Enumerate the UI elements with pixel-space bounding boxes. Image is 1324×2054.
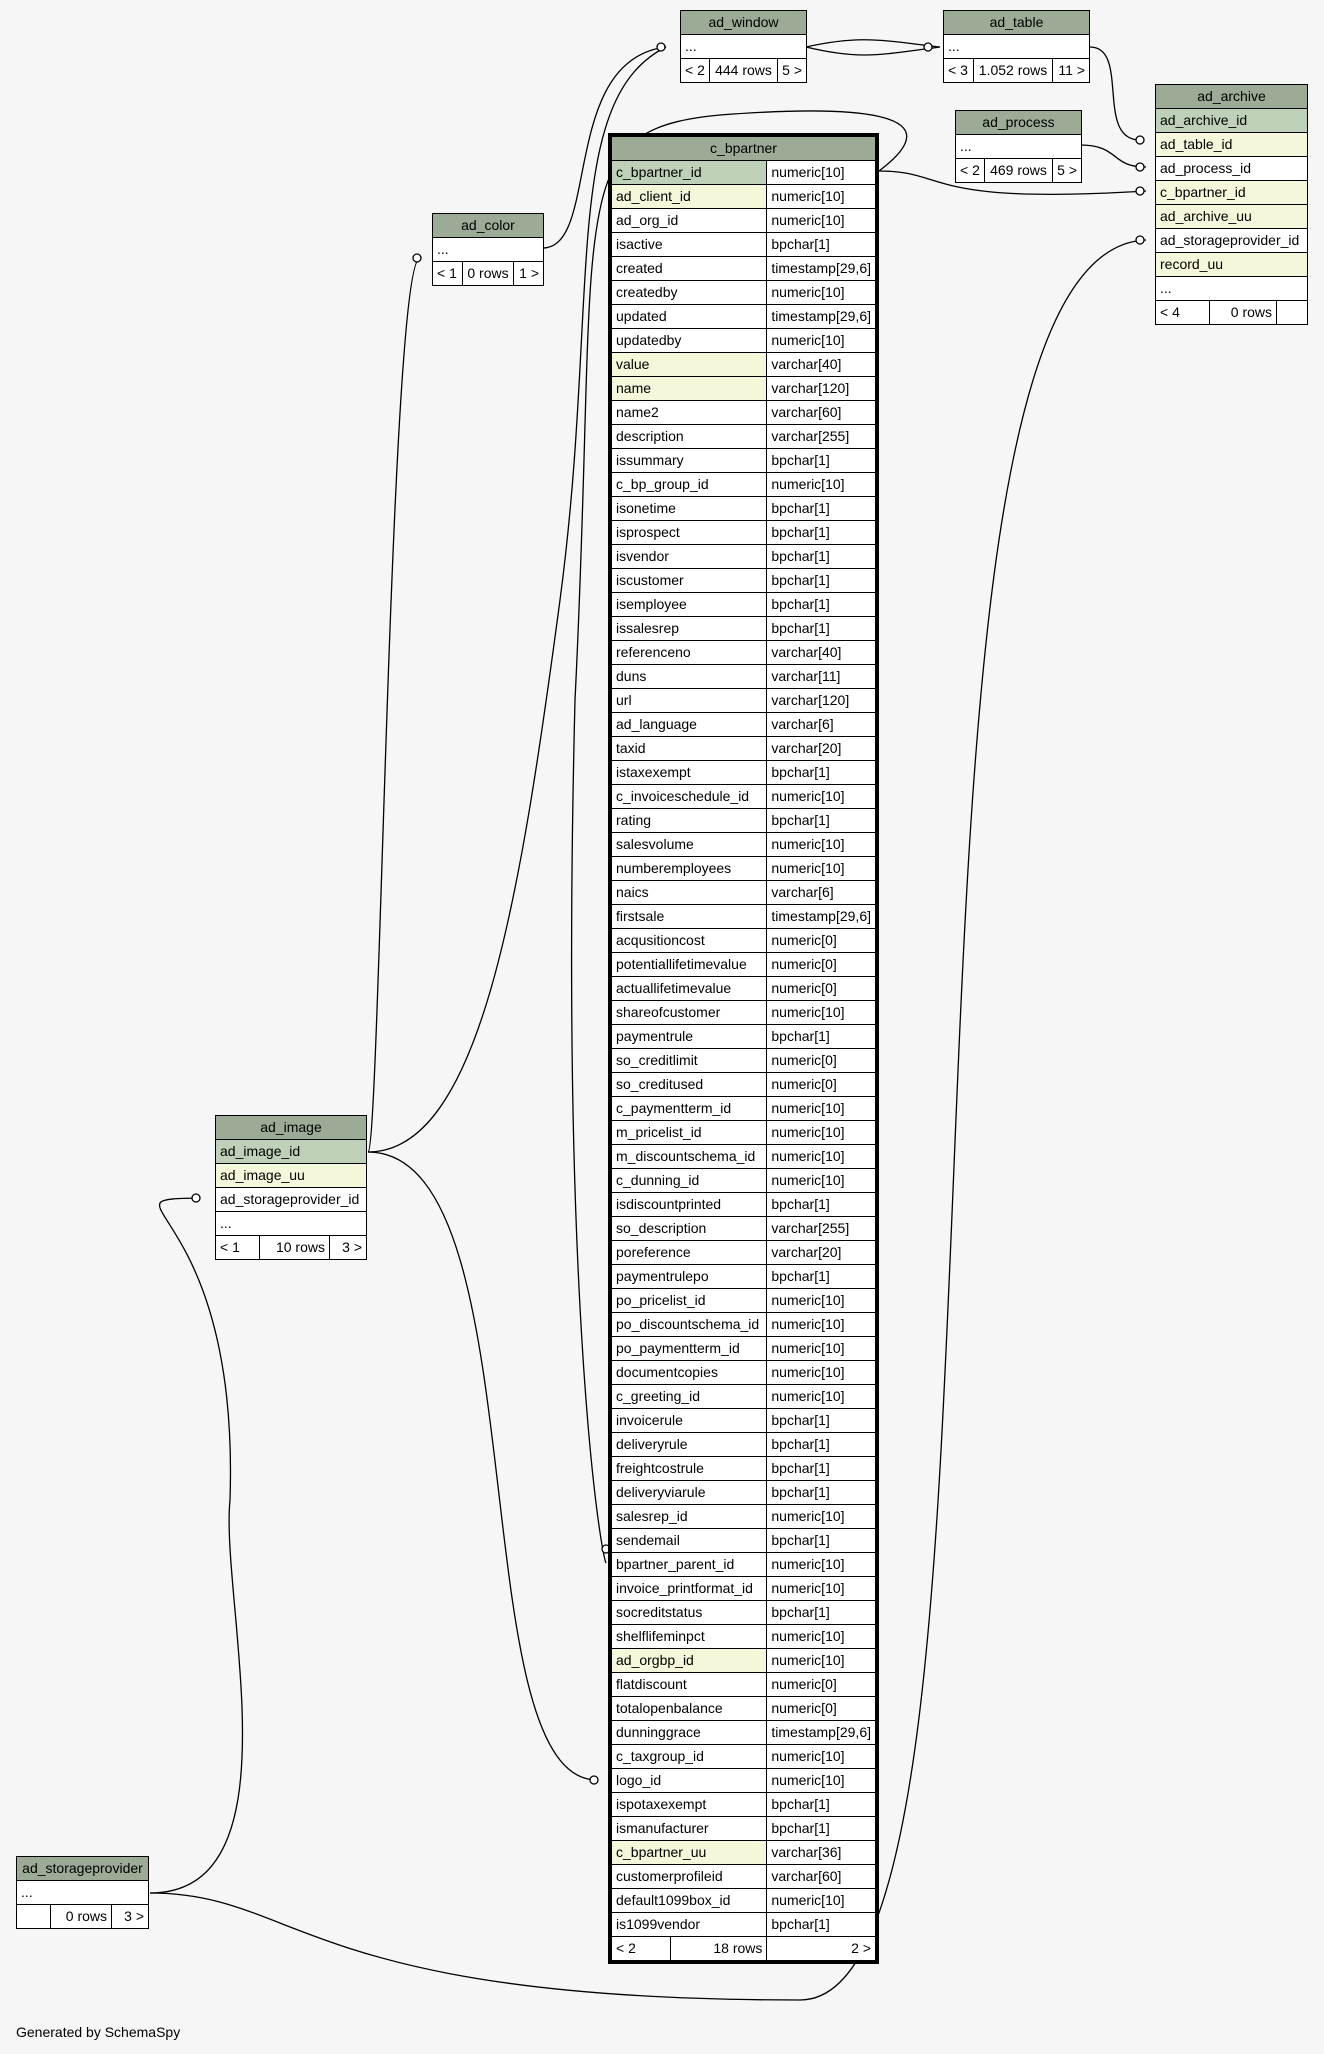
- prev-link[interactable]: < 1: [216, 1236, 260, 1260]
- next-link[interactable]: 3 >: [112, 1905, 149, 1929]
- column-row: [612, 1817, 876, 1841]
- column-type: numeric[10]: [767, 1745, 876, 1769]
- column-name: so_creditused: [612, 1073, 767, 1097]
- column-row: [612, 1049, 876, 1073]
- column-name: firstsale: [612, 905, 767, 929]
- column-name: issummary: [612, 449, 767, 473]
- row-count: 10 rows: [260, 1236, 330, 1260]
- column-name: salesrep_id: [612, 1505, 767, 1529]
- column-type: bpchar[1]: [767, 1265, 876, 1289]
- column-name: updatedby: [612, 329, 767, 353]
- column-row: [612, 1457, 876, 1481]
- column-row: [612, 329, 876, 353]
- next-link[interactable]: [1277, 301, 1308, 325]
- column-type: bpchar[1]: [767, 1457, 876, 1481]
- column-type: varchar[11]: [767, 665, 876, 689]
- column-type: bpchar[1]: [767, 1913, 876, 1937]
- column-type: bpchar[1]: [767, 1409, 876, 1433]
- column-row: [612, 1313, 876, 1337]
- column-type: numeric[10]: [767, 1505, 876, 1529]
- column-row: [612, 713, 876, 737]
- column-row: [612, 1193, 876, 1217]
- column-name: dunninggrace: [612, 1721, 767, 1745]
- column-name: url: [612, 689, 767, 713]
- column-name: isvendor: [612, 545, 767, 569]
- column-type: numeric[10]: [767, 833, 876, 857]
- column-name: potentiallifetimevalue: [612, 953, 767, 977]
- row-count: 0 rows: [462, 262, 514, 286]
- table-row: ...: [956, 135, 1082, 159]
- column-name: ad_client_id: [612, 185, 767, 209]
- column-name: created: [612, 257, 767, 281]
- column-row: [612, 1409, 876, 1433]
- column-type: bpchar[1]: [767, 545, 876, 569]
- column-name: name: [612, 377, 767, 401]
- column-type: bpchar[1]: [767, 233, 876, 257]
- table-ad-table[interactable]: [943, 10, 1090, 83]
- column-type: bpchar[1]: [767, 761, 876, 785]
- column-name: po_pricelist_id: [612, 1289, 767, 1313]
- column-type: varchar[255]: [767, 1217, 876, 1241]
- column-row: [612, 1913, 876, 1937]
- next-link[interactable]: 2 >: [767, 1937, 876, 1961]
- column-type: timestamp[29,6]: [767, 257, 876, 281]
- column-name: description: [612, 425, 767, 449]
- column-name: invoicerule: [612, 1409, 767, 1433]
- column-type: bpchar[1]: [767, 617, 876, 641]
- column-type: varchar[6]: [767, 713, 876, 737]
- column-name: updated: [612, 305, 767, 329]
- column-type: bpchar[1]: [767, 1793, 876, 1817]
- column-type: bpchar[1]: [767, 1481, 876, 1505]
- column-name: deliveryviarule: [612, 1481, 767, 1505]
- column-more: ...: [1156, 277, 1308, 301]
- column-row: [612, 497, 876, 521]
- column-row: [612, 1241, 876, 1265]
- prev-link[interactable]: < 4: [1156, 301, 1210, 325]
- column-name: isprospect: [612, 521, 767, 545]
- column-ad-table-id: ad_table_id: [1156, 133, 1308, 157]
- column-name: logo_id: [612, 1769, 767, 1793]
- column-name: c_greeting_id: [612, 1385, 767, 1409]
- column-row: [612, 905, 876, 929]
- column-name: ad_org_id: [612, 209, 767, 233]
- column-type: varchar[20]: [767, 1241, 876, 1265]
- column-row: [612, 1337, 876, 1361]
- column-row: [612, 1121, 876, 1145]
- column-name: freightcostrule: [612, 1457, 767, 1481]
- column-row: [612, 1841, 876, 1865]
- column-type: numeric[10]: [767, 473, 876, 497]
- column-ad-image-uu: ad_image_uu: [216, 1164, 367, 1188]
- table-row: ...: [17, 1881, 149, 1905]
- column-type: varchar[6]: [767, 881, 876, 905]
- row-count: 0 rows: [51, 1905, 112, 1929]
- table-title: ad_archive: [1156, 85, 1308, 109]
- column-row: [612, 377, 876, 401]
- column-type: varchar[255]: [767, 425, 876, 449]
- column-row: [612, 689, 876, 713]
- column-name: ismanufacturer: [612, 1817, 767, 1841]
- column-type: numeric[0]: [767, 1673, 876, 1697]
- column-row: [612, 1721, 876, 1745]
- column-type: varchar[120]: [767, 689, 876, 713]
- column-ad-storageprovider-id: ad_storageprovider_id: [216, 1188, 367, 1212]
- row-count: 18 rows: [671, 1937, 767, 1961]
- column-name: referenceno: [612, 641, 767, 665]
- column-type: numeric[10]: [767, 1889, 876, 1913]
- column-row: [612, 1169, 876, 1193]
- column-row: [612, 1145, 876, 1169]
- column-row: [612, 1697, 876, 1721]
- column-ad-archive-id: ad_archive_id: [1156, 109, 1308, 133]
- column-row: [612, 1217, 876, 1241]
- column-type: numeric[0]: [767, 1049, 876, 1073]
- column-type: numeric[10]: [767, 1289, 876, 1313]
- column-ad-image-id: ad_image_id: [216, 1140, 367, 1164]
- column-name: flatdiscount: [612, 1673, 767, 1697]
- table-row: ...: [681, 35, 807, 59]
- next-link[interactable]: 5 >: [1052, 159, 1081, 183]
- column-row: [612, 593, 876, 617]
- column-row: [612, 257, 876, 281]
- column-row: [612, 1505, 876, 1529]
- column-row: [612, 1529, 876, 1553]
- column-type: varchar[40]: [767, 353, 876, 377]
- edge-table-archive: [1090, 47, 1140, 140]
- column-ad-archive-uu: ad_archive_uu: [1156, 205, 1308, 229]
- column-type: numeric[10]: [767, 1553, 876, 1577]
- next-link[interactable]: 5 >: [777, 59, 806, 83]
- next-link[interactable]: 1 >: [514, 262, 544, 286]
- column-row: [612, 401, 876, 425]
- column-type: varchar[60]: [767, 401, 876, 425]
- column-type: numeric[0]: [767, 929, 876, 953]
- column-type: numeric[10]: [767, 1769, 876, 1793]
- column-name: actuallifetimevalue: [612, 977, 767, 1001]
- column-name: iscustomer: [612, 569, 767, 593]
- column-row: [612, 641, 876, 665]
- column-name: istaxexempt: [612, 761, 767, 785]
- column-row: [612, 281, 876, 305]
- edge-storage-image: [150, 1198, 243, 1893]
- column-name: shelflifeminpct: [612, 1625, 767, 1649]
- table-title: ad_window: [681, 11, 807, 35]
- column-name: salesvolume: [612, 833, 767, 857]
- edge-image-color: [368, 258, 420, 1152]
- column-row: [612, 1577, 876, 1601]
- column-row: [612, 1673, 876, 1697]
- table-row: ...: [944, 35, 1090, 59]
- column-row: [612, 353, 876, 377]
- row-count: 469 rows: [985, 159, 1052, 183]
- column-name: numberemployees: [612, 857, 767, 881]
- column-name: duns: [612, 665, 767, 689]
- column-row: [612, 1889, 876, 1913]
- column-type: numeric[10]: [767, 1097, 876, 1121]
- column-row: [612, 1025, 876, 1049]
- column-type: varchar[40]: [767, 641, 876, 665]
- column-name: isonetime: [612, 497, 767, 521]
- column-row: [612, 545, 876, 569]
- prev-link[interactable]: < 2: [612, 1937, 671, 1961]
- column-name: is1099vendor: [612, 1913, 767, 1937]
- column-name: createdby: [612, 281, 767, 305]
- column-name: c_taxgroup_id: [612, 1745, 767, 1769]
- column-row: [612, 1553, 876, 1577]
- table-ad-color[interactable]: [432, 213, 544, 286]
- column-row: [612, 1073, 876, 1097]
- column-row: [612, 521, 876, 545]
- column-ad-process-id: ad_process_id: [1156, 157, 1308, 181]
- column-type: bpchar[1]: [767, 809, 876, 833]
- column-name: isemployee: [612, 593, 767, 617]
- prev-link[interactable]: < 3: [944, 59, 974, 83]
- column-row: [612, 233, 876, 257]
- next-link[interactable]: 11 >: [1053, 59, 1090, 83]
- table-title: ad_process: [956, 111, 1082, 135]
- column-name: po_discountschema_id: [612, 1313, 767, 1337]
- column-name: poreference: [612, 1241, 767, 1265]
- column-type: numeric[10]: [767, 857, 876, 881]
- column-row: [612, 1865, 876, 1889]
- column-row: [612, 209, 876, 233]
- table-row: ...: [433, 238, 544, 262]
- column-name: po_paymentterm_id: [612, 1337, 767, 1361]
- column-row: [612, 1385, 876, 1409]
- column-type: numeric[10]: [767, 161, 876, 185]
- column-row: [612, 305, 876, 329]
- column-row: [612, 1433, 876, 1457]
- column-type: numeric[10]: [767, 281, 876, 305]
- column-row: [612, 473, 876, 497]
- column-type: numeric[0]: [767, 953, 876, 977]
- column-type: varchar[36]: [767, 1841, 876, 1865]
- column-ad-storageprovider-id: ad_storageprovider_id: [1156, 229, 1308, 253]
- column-row: [612, 737, 876, 761]
- column-row: [612, 1481, 876, 1505]
- footer-note: Generated by SchemaSpy: [16, 2024, 181, 2040]
- column-type: numeric[10]: [767, 1577, 876, 1601]
- column-type: varchar[60]: [767, 1865, 876, 1889]
- prev-link[interactable]: < 2: [956, 159, 985, 183]
- column-row: [612, 1745, 876, 1769]
- column-name: naics: [612, 881, 767, 905]
- table-title: ad_storageprovider: [17, 1857, 149, 1881]
- column-name: isactive: [612, 233, 767, 257]
- column-row: [612, 665, 876, 689]
- column-row: [612, 1793, 876, 1817]
- column-row: [612, 161, 876, 185]
- column-type: numeric[10]: [767, 1169, 876, 1193]
- column-type: numeric[10]: [767, 1649, 876, 1673]
- column-row: [612, 809, 876, 833]
- column-row: [612, 1625, 876, 1649]
- table-ad-archive[interactable]: [1155, 84, 1308, 325]
- table-ad-process[interactable]: [955, 110, 1082, 183]
- column-name: paymentrule: [612, 1025, 767, 1049]
- column-name: value: [612, 353, 767, 377]
- column-type: bpchar[1]: [767, 449, 876, 473]
- column-type: numeric[10]: [767, 1625, 876, 1649]
- column-row: [612, 857, 876, 881]
- table-ad-image[interactable]: [215, 1115, 367, 1260]
- column-name: documentcopies: [612, 1361, 767, 1385]
- table-title: c_bpartner: [612, 137, 876, 161]
- column-name: deliveryrule: [612, 1433, 767, 1457]
- column-name: totalopenbalance: [612, 1697, 767, 1721]
- column-row: [612, 833, 876, 857]
- column-type: numeric[10]: [767, 1145, 876, 1169]
- column-row: [612, 953, 876, 977]
- next-link[interactable]: 3 >: [330, 1236, 367, 1260]
- table-c-bpartner[interactable]: [611, 136, 876, 1961]
- column-type: bpchar[1]: [767, 497, 876, 521]
- column-name: paymentrulepo: [612, 1265, 767, 1289]
- row-count: 0 rows: [1210, 301, 1277, 325]
- column-type: bpchar[1]: [767, 1433, 876, 1457]
- column-name: issalesrep: [612, 617, 767, 641]
- edge-window-table: [806, 40, 940, 55]
- column-name: c_bpartner_uu: [612, 1841, 767, 1865]
- column-name: bpartner_parent_id: [612, 1553, 767, 1577]
- column-type: numeric[10]: [767, 1361, 876, 1385]
- column-type: bpchar[1]: [767, 593, 876, 617]
- column-row: [612, 425, 876, 449]
- column-name: name2: [612, 401, 767, 425]
- table-ad-window[interactable]: [680, 10, 807, 83]
- column-type: bpchar[1]: [767, 1193, 876, 1217]
- column-name: ad_orgbp_id: [612, 1649, 767, 1673]
- column-type: varchar[20]: [767, 737, 876, 761]
- column-type: numeric[10]: [767, 1313, 876, 1337]
- column-name: taxid: [612, 737, 767, 761]
- edge-image-logo: [368, 1152, 597, 1780]
- column-name: isdiscountprinted: [612, 1193, 767, 1217]
- column-type: bpchar[1]: [767, 521, 876, 545]
- column-name: ispotaxexempt: [612, 1793, 767, 1817]
- table-ad-storageprovider[interactable]: [16, 1856, 149, 1929]
- table-title: ad_color: [433, 214, 544, 238]
- column-type: timestamp[29,6]: [767, 1721, 876, 1745]
- column-row: [612, 929, 876, 953]
- column-name: m_pricelist_id: [612, 1121, 767, 1145]
- column-type: numeric[10]: [767, 1001, 876, 1025]
- column-row: [612, 449, 876, 473]
- prev-link[interactable]: [17, 1905, 51, 1929]
- column-row: [612, 977, 876, 1001]
- column-name: sendemail: [612, 1529, 767, 1553]
- column-row: [612, 1649, 876, 1673]
- column-name: c_invoiceschedule_id: [612, 785, 767, 809]
- column-type: numeric[10]: [767, 209, 876, 233]
- column-row: [612, 1289, 876, 1313]
- column-row: [612, 617, 876, 641]
- prev-link[interactable]: < 2: [681, 59, 710, 83]
- column-row: [612, 761, 876, 785]
- column-name: customerprofileid: [612, 1865, 767, 1889]
- column-name: c_paymentterm_id: [612, 1097, 767, 1121]
- column-type: varchar[120]: [767, 377, 876, 401]
- column-row: [612, 1001, 876, 1025]
- column-name: socreditstatus: [612, 1601, 767, 1625]
- column-type: numeric[10]: [767, 1337, 876, 1361]
- column-row: [612, 785, 876, 809]
- column-name: shareofcustomer: [612, 1001, 767, 1025]
- column-type: numeric[10]: [767, 1121, 876, 1145]
- column-name: invoice_printformat_id: [612, 1577, 767, 1601]
- column-name: ad_language: [612, 713, 767, 737]
- column-row: [612, 1097, 876, 1121]
- column-name: acqusitioncost: [612, 929, 767, 953]
- column-name: c_bp_group_id: [612, 473, 767, 497]
- column-type: numeric[10]: [767, 1385, 876, 1409]
- column-type: numeric[10]: [767, 329, 876, 353]
- column-row: [612, 569, 876, 593]
- column-name: so_creditlimit: [612, 1049, 767, 1073]
- column-type: numeric[10]: [767, 185, 876, 209]
- edge-process-archive: [1080, 145, 1146, 167]
- column-name: default1099box_id: [612, 1889, 767, 1913]
- column-record-uu: record_uu: [1156, 253, 1308, 277]
- prev-link[interactable]: < 1: [433, 262, 463, 286]
- column-row: [612, 1361, 876, 1385]
- column-type: bpchar[1]: [767, 1529, 876, 1553]
- column-name: m_discountschema_id: [612, 1145, 767, 1169]
- column-row: [612, 1265, 876, 1289]
- row-count: 1.052 rows: [973, 59, 1053, 83]
- column-type: bpchar[1]: [767, 1601, 876, 1625]
- column-row: [612, 185, 876, 209]
- column-name: c_bpartner_id: [612, 161, 767, 185]
- table-title: ad_image: [216, 1116, 367, 1140]
- column-type: bpchar[1]: [767, 569, 876, 593]
- column-type: bpchar[1]: [767, 1025, 876, 1049]
- column-type: timestamp[29,6]: [767, 905, 876, 929]
- table-title: ad_table: [944, 11, 1090, 35]
- column-row: [612, 881, 876, 905]
- row-count: 444 rows: [710, 59, 777, 83]
- column-c-bpartner-id: c_bpartner_id: [1156, 181, 1308, 205]
- column-row: [612, 1601, 876, 1625]
- column-type: timestamp[29,6]: [767, 305, 876, 329]
- column-name: rating: [612, 809, 767, 833]
- column-type: numeric[10]: [767, 785, 876, 809]
- column-type: numeric[0]: [767, 1073, 876, 1097]
- column-type: numeric[0]: [767, 977, 876, 1001]
- column-name: so_description: [612, 1217, 767, 1241]
- column-more: ...: [216, 1212, 367, 1236]
- column-type: numeric[0]: [767, 1697, 876, 1721]
- column-row: [612, 1769, 876, 1793]
- column-type: bpchar[1]: [767, 1817, 876, 1841]
- column-name: c_dunning_id: [612, 1169, 767, 1193]
